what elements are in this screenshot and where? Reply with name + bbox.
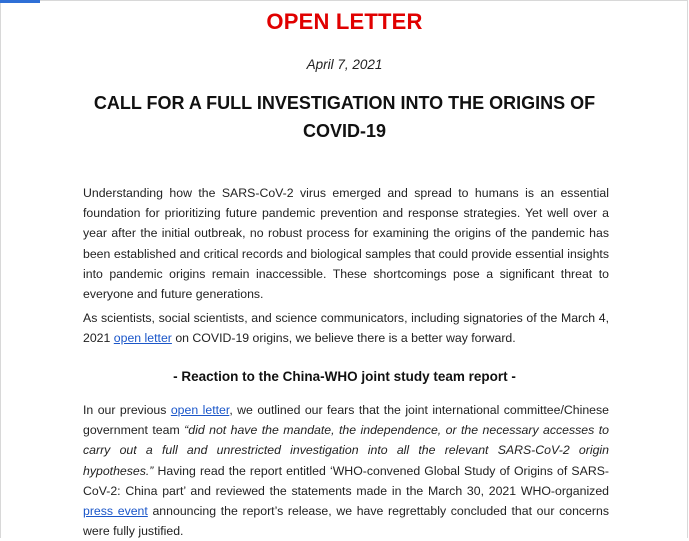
signatories-paragraph (83, 308, 609, 348)
paragraph-text: In our previous (83, 403, 171, 417)
previous-open-letter-link[interactable]: open letter (170, 403, 230, 417)
paragraph-text: As scientists, social scientists, and science communicators, including signatories of the March 4, 2021 (83, 311, 609, 346)
intro-paragraph: Understanding how the SARS-CoV-2 virus emerged and spread to humans is an essential foundation for prioritizing future pandemic prevention and response strategies. Yet well over a year after the initial outbreak, no robust process for examining the origins of the pandemic has been established and critical records and biological samples that could provide essential insights into pandemic origins remain inaccessible. These shortcomings pose a significant threat to everyone and future generations. (83, 186, 609, 302)
reaction-paragraph (83, 400, 609, 541)
top-accent-bar (0, 0, 40, 3)
letter-headline: CALL FOR A FULL INVESTIGATION INTO THE ORIGINS OF COVID-19 (93, 93, 596, 141)
paragraph-text: announcing the report’s release, we have regrettably concluded that our concerns were fully justified. (83, 504, 609, 539)
press-event-link[interactable]: press event (83, 504, 148, 519)
paragraph-text: on COVID-19 origins, we believe there is a better way forward. (171, 331, 516, 346)
quoted-text: “did not have the mandate, the independence, or the necessary accesses to carry out a full and unrestricted investigation into all the relevant SARS-CoV-2 origin hypotheses.” (83, 423, 609, 478)
paragraph-text: , we outlined our fears that the joint international committee/Chinese government team (83, 403, 610, 438)
letter-title: OPEN LETTER (266, 9, 423, 34)
paragraph-text: Having read the report entitled ‘WHO-convened Global Study of Origins of SARS-CoV-2: China part’ and reviewed the statements made in the March 30, 2021 WHO-organized (83, 463, 609, 498)
open-letter-link[interactable]: open letter (113, 331, 172, 346)
section-heading: - Reaction to the China-WHO joint study team report - (173, 369, 516, 384)
letter-date: April 7, 2021 (306, 57, 383, 72)
